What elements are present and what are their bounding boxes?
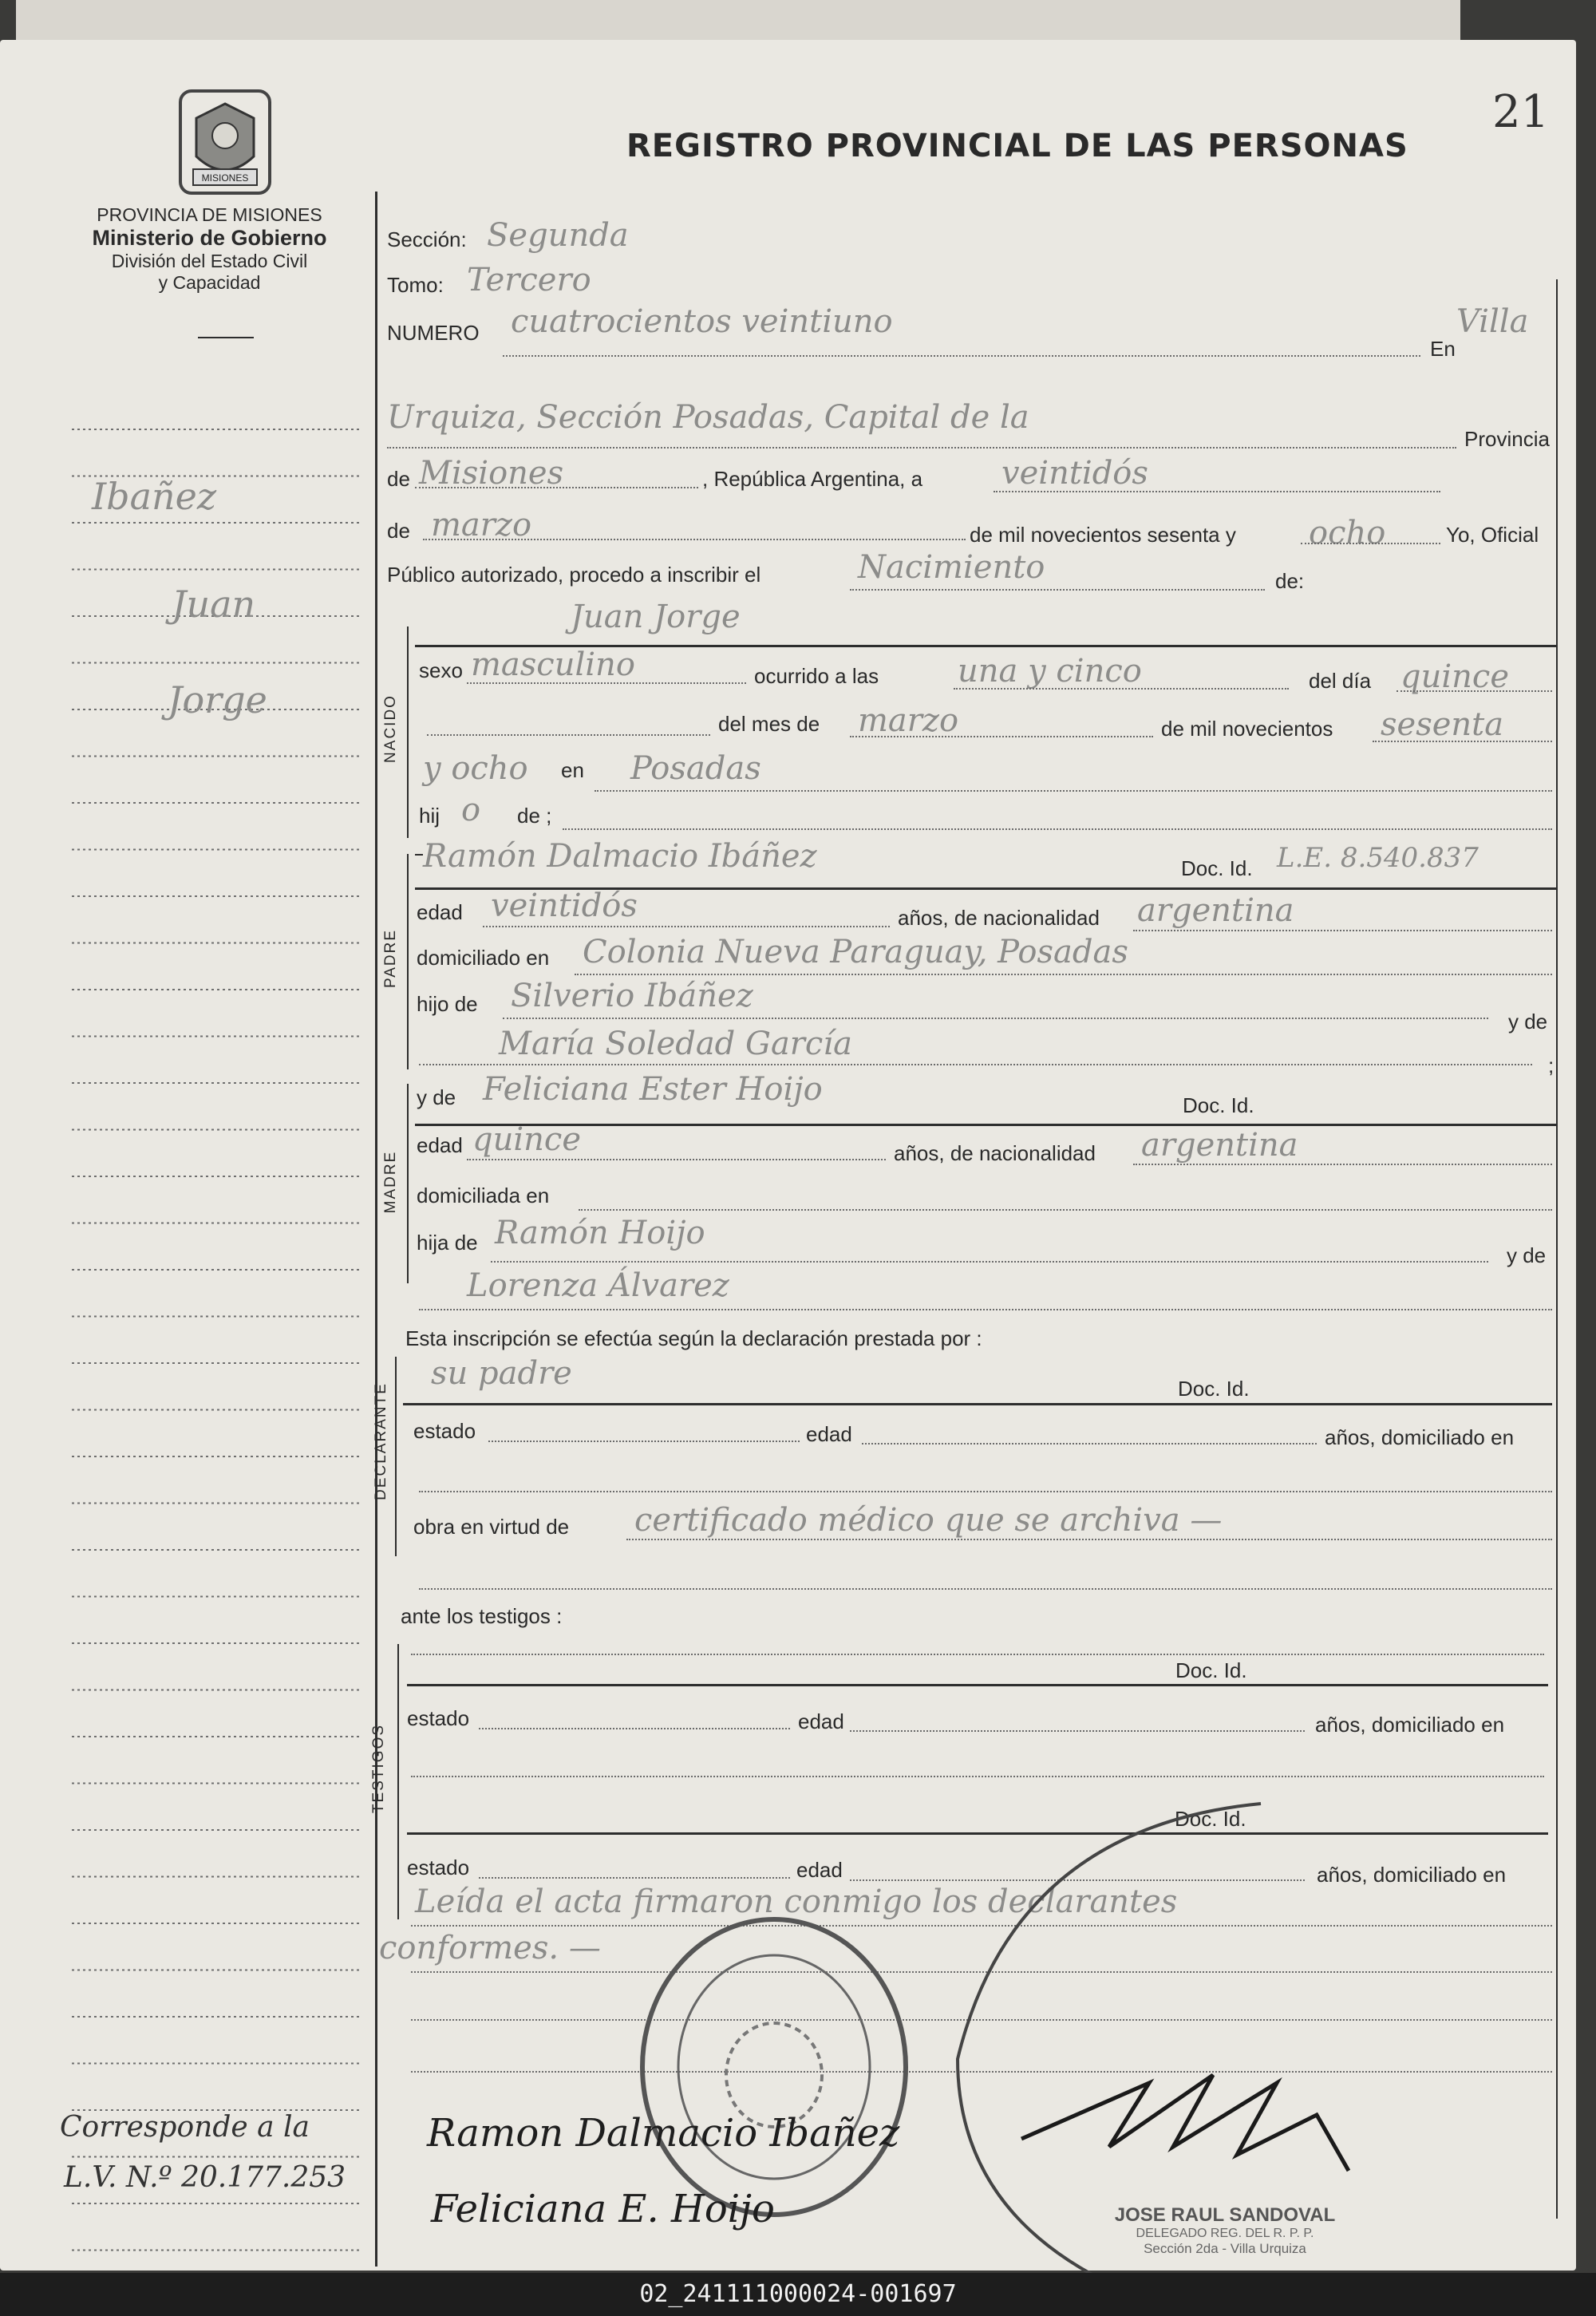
label-madre-dom: domiciliada en bbox=[417, 1184, 550, 1207]
label-en-lugar: en bbox=[561, 758, 584, 782]
margin-note-1: Corresponde a la bbox=[60, 2111, 310, 2144]
label-padre-nac: años, de nacionalidad bbox=[898, 906, 1100, 930]
label-inscripcion: Esta inscripción se efectúa según la declaración prestada por : bbox=[405, 1326, 982, 1350]
institution-block bbox=[48, 204, 371, 294]
label-testigo2-edad: edad bbox=[796, 1858, 843, 1882]
label-padre-y-de: y de bbox=[1508, 1010, 1548, 1034]
value-padre-padre: Silverio Ibáñez bbox=[511, 978, 753, 1014]
label-de-2: de bbox=[387, 519, 410, 543]
label-padre-edad: edad bbox=[417, 900, 463, 924]
label-de-semi: de ; bbox=[517, 804, 552, 828]
label-seccion: Sección: bbox=[387, 227, 467, 251]
label-declarante-dom: años, domiciliado en bbox=[1325, 1425, 1515, 1449]
label-testigo2-estado: estado bbox=[407, 1856, 470, 1879]
label-semicolon: ; bbox=[1548, 1053, 1555, 1077]
label-madre-y-de-2: y de bbox=[1507, 1243, 1547, 1267]
label-sexo: sexo bbox=[419, 658, 463, 682]
signature-padre: Ramon Dalmacio Ibañez bbox=[427, 2111, 900, 2156]
label-testigo2-dom: años, domiciliado en bbox=[1317, 1863, 1507, 1887]
value-anio-nac-1: sesenta bbox=[1381, 706, 1504, 743]
value-cierre-2: conformes. — bbox=[379, 1930, 601, 1966]
label-ocurrido: ocurrido a las bbox=[754, 664, 879, 688]
value-dia: veintidós bbox=[1001, 455, 1148, 492]
value-anio: ocho bbox=[1309, 515, 1386, 551]
institution-line-1: PROVINCIA DE MISIONES bbox=[97, 204, 322, 225]
value-padre-madre: María Soledad García bbox=[499, 1026, 852, 1062]
form-left-border bbox=[375, 192, 377, 2267]
value-acta: Nacimiento bbox=[858, 549, 1045, 586]
officer-stamp-text bbox=[1093, 2204, 1357, 2257]
label-padre-doc: Doc. Id. bbox=[1181, 856, 1253, 880]
value-padre-edad: veintidós bbox=[491, 887, 638, 924]
value-place-2: Urquiza, Sección Posadas, Capital de la bbox=[387, 399, 1029, 436]
value-lugar: Posadas bbox=[630, 750, 761, 787]
institution-line-2: Ministerio de Gobierno bbox=[92, 226, 327, 250]
label-republica: , República Argentina, a bbox=[702, 467, 923, 491]
institution-line-4: y Capacidad bbox=[158, 272, 261, 293]
label-testigo1-edad: edad bbox=[798, 1709, 844, 1733]
label-testigos: ante los testigos : bbox=[401, 1604, 563, 1628]
value-sexo: masculino bbox=[471, 646, 635, 683]
margin-surname: Ibañez bbox=[92, 475, 217, 518]
value-madre-padre: Ramón Hoijo bbox=[495, 1215, 705, 1251]
margin-name-2: Jorge bbox=[168, 678, 267, 721]
label-declarante-edad: edad bbox=[806, 1422, 852, 1446]
label-declarante-doc: Doc. Id. bbox=[1178, 1377, 1250, 1401]
value-mes: marzo bbox=[431, 507, 532, 543]
provincial-seal-icon bbox=[174, 86, 276, 198]
margin-note-2: L.V. N.º 20.177.253 bbox=[64, 2161, 346, 2194]
value-padre-doc: L.E. 8.540.837 bbox=[1277, 842, 1479, 874]
value-hora: una y cinco bbox=[958, 653, 1142, 690]
section-label-declarante: DECLARANTE bbox=[373, 1382, 389, 1500]
round-registry-stamp-icon bbox=[622, 1899, 926, 2235]
label-padre-hijo: hijo de bbox=[417, 992, 478, 1016]
section-label-testigos: TESTIGOS bbox=[370, 1723, 387, 1814]
label-de-1: de bbox=[387, 467, 410, 491]
label-testigo1-estado: estado bbox=[407, 1706, 470, 1730]
label-hij: hij bbox=[419, 804, 440, 828]
form-right-border bbox=[1556, 279, 1558, 2219]
value-seccion: Segunda bbox=[487, 217, 629, 254]
value-madre-edad: quince bbox=[472, 1121, 581, 1158]
margin-ruled-lines bbox=[72, 383, 359, 2275]
label-testigo1-dom: años, domiciliado en bbox=[1315, 1713, 1505, 1737]
institution-rule bbox=[198, 337, 254, 338]
value-padre-dom: Colonia Nueva Paraguay, Posadas bbox=[583, 934, 1128, 970]
value-provincia: Misiones bbox=[419, 455, 564, 492]
label-provincia: Provincia bbox=[1464, 427, 1550, 451]
label-publico: Público autorizado, procedo a inscribir el bbox=[387, 563, 761, 587]
value-numero: cuatrocientos veintiuno bbox=[511, 303, 893, 340]
label-madre-edad: edad bbox=[417, 1133, 463, 1157]
officer-signature-icon bbox=[1013, 2051, 1357, 2179]
label-madre-y-de: y de bbox=[417, 1085, 456, 1109]
image-id-footer: 02_241111000024-001697 bbox=[0, 2273, 1596, 2316]
label-mil-nov: de mil novecientos bbox=[1161, 717, 1333, 741]
value-padre-nombre: Ramón Dalmacio Ibáñez bbox=[423, 838, 817, 875]
value-dia-nac: quince bbox=[1400, 658, 1509, 695]
label-numero: NUMERO bbox=[387, 321, 480, 345]
value-madre-nombre: Feliciana Ester Hoijo bbox=[483, 1071, 823, 1108]
document-page bbox=[0, 40, 1576, 2271]
label-declarante-estado: estado bbox=[413, 1419, 476, 1443]
value-tomo: Tercero bbox=[467, 262, 591, 298]
label-de-colon: de: bbox=[1275, 569, 1305, 593]
label-obra: obra en virtud de bbox=[413, 1515, 570, 1539]
value-madre-madre: Lorenza Álvarez bbox=[467, 1267, 729, 1304]
value-place-1: Villa bbox=[1456, 303, 1529, 340]
label-tomo: Tomo: bbox=[387, 273, 444, 297]
value-cierre-1: Leída el acta firmaron conmigo los declarantes bbox=[415, 1883, 1178, 1920]
margin-name-1: Juan bbox=[172, 583, 256, 626]
label-testigo2-doc: Doc. Id. bbox=[1175, 1807, 1246, 1831]
label-madre-nac: años, de nacionalidad bbox=[894, 1141, 1096, 1165]
officer-stamp-line-3: Sección 2da - Villa Urquiza bbox=[1144, 2241, 1306, 2256]
value-nombre: Juan Jorge bbox=[571, 599, 741, 635]
officer-stamp-line-2: DELEGADO REG. DEL R. P. P. bbox=[1136, 2227, 1314, 2240]
section-label-padre: PADRE bbox=[382, 928, 399, 989]
value-hij: o bbox=[461, 792, 481, 828]
label-testigo1-doc: Doc. Id. bbox=[1175, 1658, 1247, 1682]
section-label-madre: MADRE bbox=[382, 1150, 399, 1214]
label-en: En bbox=[1430, 337, 1456, 361]
label-anio: de mil novecientos sesenta y bbox=[970, 523, 1236, 547]
value-padre-nac: argentina bbox=[1137, 892, 1294, 929]
value-mes-nac: marzo bbox=[858, 702, 959, 739]
institution-line-3: División del Estado Civil bbox=[111, 251, 308, 271]
label-madre-hija: hija de bbox=[417, 1231, 478, 1255]
value-obra: certificado médico que se archiva — bbox=[634, 1502, 1223, 1539]
label-yo-oficial: Yo, Oficial bbox=[1446, 523, 1539, 547]
value-anio-nac-2: y ocho bbox=[423, 750, 528, 787]
value-madre-nac: argentina bbox=[1141, 1127, 1298, 1164]
label-del-mes: del mes de bbox=[718, 712, 820, 736]
label-padre-dom: domiciliado en bbox=[417, 946, 550, 970]
page-number: 21 bbox=[1492, 86, 1550, 138]
value-declarante: su padre bbox=[431, 1355, 572, 1392]
signature-madre: Feliciana E. Hoijo bbox=[431, 2187, 775, 2231]
label-madre-doc: Doc. Id. bbox=[1183, 1093, 1254, 1117]
svg-text:MISIONES: MISIONES bbox=[201, 172, 249, 184]
label-del-dia: del día bbox=[1309, 669, 1372, 693]
officer-stamp-line-1: JOSE RAUL SANDOVAL bbox=[1114, 2204, 1336, 2226]
document-title: REGISTRO PROVINCIAL DE LAS PERSONAS bbox=[626, 128, 1408, 164]
section-label-nacido: NACIDO bbox=[382, 694, 399, 763]
